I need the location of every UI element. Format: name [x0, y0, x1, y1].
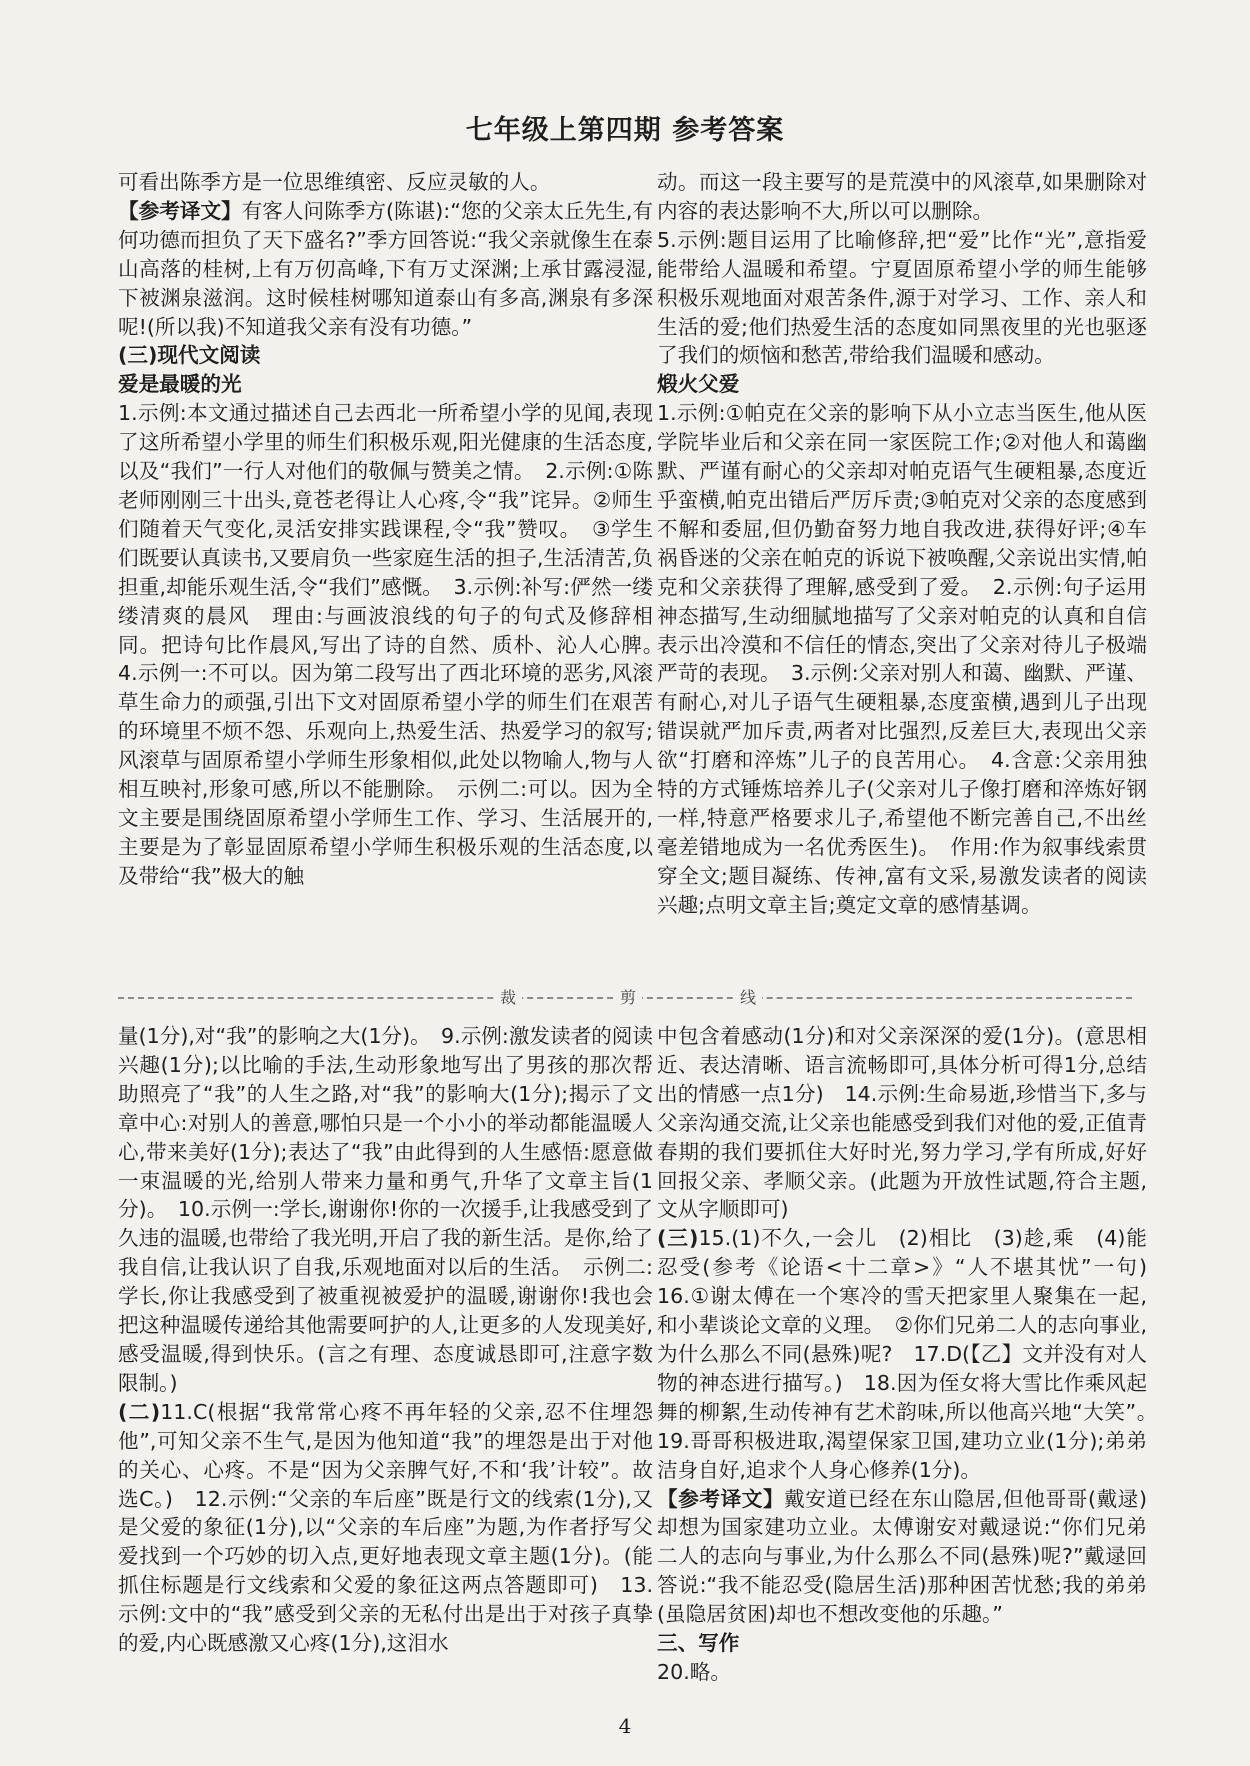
answer-paragraph: 5.示例:题目运用了比喻修辞,把“爱”比作“光”,意指爱能带给人温暖和希望。宁夏固原希望小学的师生能够积极乐观地面对艰苦条件,源于对学习、工作、亲人和生活的爱;他们热爱生活的态度如同黑夜里的光也驱逐了我们的烦恼和愁苦,带给我们温暖和感动。	[657, 227, 1147, 368]
paragraph-text: 15.(1)不久,一会儿 (2)相比 (3)趁,乘 (4)能忍受(参考《论语<十二章>》“人不堪其忧”一句) 16.①谢太傅在一个寒冷的雪天把家里人聚集在一起,和小辈谈论文章的义理。 ②你们兄弟二人的志向事业,为什么那么不同(悬殊)呢? 17.D(【乙】文并没有对人物的神态进行描写。) 18.因为侄女将大雪比作乘风起舞的柳絮,生动传神有艺术韵味,所以他高兴地“大笑”。 19.哥哥积极进取,渴望保家卫国,建功立业(1分);弟弟洁身自好,追求个人身心修养(1分)。	[657, 1226, 1147, 1482]
page-title: 七年级上第四期 参考答案	[465, 115, 785, 146]
answer-paragraph	[657, 1224, 1147, 1484]
column-right-bottom	[657, 1022, 1147, 1704]
answer-paragraph: 中包含着感动(1分)和对父亲深深的爱(1分)。(意思相近、表达清晰、语言流畅即可,具体分析可得1分,总结出的情感一点1分) 14.示例:生命易逝,珍惜当下,多与父亲沟通交流,让父亲也能感受到我们对他的爱,正值青春期的我们要抓住大好时光,努力学习,学有所成,好好回报父亲、孝顺父亲。(此题为开放性试题,符合主题,文从字顺即可)	[657, 1024, 1147, 1222]
section-heading: (三)现代文阅读	[118, 343, 261, 368]
paragraph-text: 有客人问陈季方(陈谌):“您的父亲太丘先生,有何功德而担负了天下盛名?”季方回答说:“我父亲就像生在泰山高落的桂树,上有万仞高峰,下有万丈深渊;上承甘露浸湿,下被渊泉滋润。这时候桂树哪知道泰山有多高,渊泉有多深呢!(所以我)不知道我父亲有没有功德。”	[118, 198, 653, 339]
column-right-top	[657, 168, 1147, 958]
answer-paragraph	[118, 197, 653, 342]
section-heading: 三、写作	[657, 1631, 740, 1656]
cut-label-3: 线	[734, 985, 762, 1008]
answer-paragraph	[118, 1398, 653, 1658]
cut-label-1: 裁	[494, 985, 522, 1008]
paragraph-text: 11.C(根据“我常常心疼不再年轻的父亲,忍不住埋怨他”,可知父亲不生气,是因为他知道“我”的埋怨是出于对他的关心、心疼。不是“因为父亲脾气好,不和‘我’计较”。故选C。) 12.示例:“父亲的车后座”既是行文的线索(1分),又是父爱的象征(1分),以“父亲的车后座”为题,为作者抒写父爱找到一个巧妙的切入点,更好地表现文章主题(1分)。(能抓住标题是行文线索和父爱的象征这两点答题即可) 13.示例:文中的“我”感受到父亲的无私付出是出于对孩子真挚的爱,内心既感激又心疼(1分),这泪水	[118, 1399, 653, 1656]
cut-label-2: 剪	[614, 985, 642, 1008]
paragraph-label: 【参考译文】	[657, 1486, 785, 1511]
answer-paragraph: 20.略。	[657, 1659, 731, 1684]
answer-paragraph: 量(1分),对“我”的影响之大(1分)。 9.示例:激发读者的阅读兴趣(1分);以比喻的手法,生动形象地写出了男孩的那次帮助照亮了“我”的人生之路,对“我”的影响大(1分);揭示了文章中心:对别人的善意,哪怕只是一个小小的举动都能温暖人心,带来美好(1分);表达了“我”由此得到的人生感悟:愿意做一束温暖的光,给别人带来力量和勇气,升华了文章主旨(1分)。 10.示例一:学长,谢谢你!你的一次援手,让我感受到了久违的温暖,也带给了我光明,开启了我的新生活。是你,给了我自信,让我认识了自我,乐观地面对以后的生活。 示例二:学长,你让我感受到了被重视被爱护的温暖,谢谢你!我也会把这种温暖传递给其他需要呵护的人,让更多的人发现美好,感受温暖,得到快乐。(言之有理、态度诚恳即可,注意字数限制。)	[118, 1024, 653, 1395]
column-left-top	[118, 168, 653, 958]
answer-paragraph: 1.示例:①帕克在父亲的影响下从小立志当医生,他从医学院毕业后和父亲在同一家医院工作;②对他人和蔼幽默、严谨有耐心的父亲却对帕克语气生硬粗暴,态度近乎蛮横,帕克出错后严厉斥责;③帕克对父亲的态度感到不解和委屈,但仍勤奋努力地自我改进,获得好评;④车祸昏迷的父亲在帕克的诉说下被唤醒,父亲说出实情,帕克和父亲获得了理解,感受到了爱。 2.示例:句子运用神态描写,生动细腻地描写了父亲对帕克的认真和自信表示出冷漠和不信任的情态,突出了父亲对待儿子极端严苛的表现。 3.示例:父亲对别人和蔼、幽默、严谨、有耐心,对儿子语气生硬粗暴,态度蛮横,遇到儿子出现错误就严加斥责,两者对比强烈,反差巨大,表现出父亲欲“打磨和淬炼”儿子的良苦用心。 4.含意:父亲用独特的方式锤炼培养儿子(父亲对儿子像打磨和淬炼好钢一样,特意严格要求儿子,希望他不断完善自己,不出丝毫差错地成为一名优秀医生)。 作用:作为叙事线索贯穿全文;题目凝练、传神,富有文采,易激发读者的阅读兴趣;点明文章主旨;奠定文章的感情基调。	[657, 401, 1147, 917]
paragraph-label: (三)	[657, 1226, 699, 1251]
paragraph-text: 戴安道已经在东山隐居,但他哥哥(戴逯)却想为国家建功立业。太傅谢安对戴逯说:“你们兄弟二人的志向与事业,为什么那么不同(悬殊)呢?”戴逯回答说:“我不能忍受(隐居生活)那种困苦忧愁;我的弟弟(虽隐居贫困)却也不想改变他的乐趣。”	[657, 1486, 1147, 1627]
paragraph-label: 【参考译文】	[118, 198, 242, 223]
answer-paragraph	[657, 1485, 1147, 1630]
section-heading: 爱是最暖的光	[118, 372, 242, 397]
section-heading: 煅火父爱	[657, 372, 740, 397]
answer-paragraph: 动。而这一段主要写的是荒漠中的风滚草,如果删除对内容的表达影响不大,所以可以删除。	[657, 170, 1147, 223]
answer-paragraph: 可看出陈季方是一位思维缜密、反应灵敏的人。	[118, 170, 551, 194]
paragraph-label: (二)	[118, 1399, 161, 1424]
page-number: 4	[618, 1714, 632, 1738]
answer-paragraph: 1.示例:本文通过描述自己去西北一所希望小学的见闻,表现了这所希望小学里的师生们积极乐观,阳光健康的生活态度,以及“我们”一行人对他们的敬佩与赞美之情。 2.示例:①陈老师刚刚三十出头,竟苍老得让人心疼,令“我”诧异。②师生们随着天气变化,灵活安排实践课程,令“我”赞叹。 ③学生们既要认真读书,又要肩负一些家庭生活的担子,生活清苦,负担重,却能乐观生活,令“我们”感慨。 3.示例:补写:俨然一缕缕清爽的晨风 理由:与画波浪线的句子的句式及修辞相同。把诗句比作晨风,写出了诗的自然、质朴、沁人心脾。 4.示例一:不可以。因为第二段写出了西北环境的恶劣,风滚草生命力的顽强,引出下文对固原希望小学的师生们在艰苦的环境里不烦不怨、乐观向上,热爱生活、热爱学习的叙写;风滚草与固原希望小学师生形象相似,此处以物喻人,物与人相互映衬,形象可感,所以不能删除。 示例二:可以。因为全文主要是围绕固原希望小学师生工作、学习、生活展开的,主要是为了彰显固原希望小学师生积极乐观的生活态度,以及带给“我”极大的触	[118, 401, 653, 888]
column-left-bottom	[118, 1022, 653, 1704]
